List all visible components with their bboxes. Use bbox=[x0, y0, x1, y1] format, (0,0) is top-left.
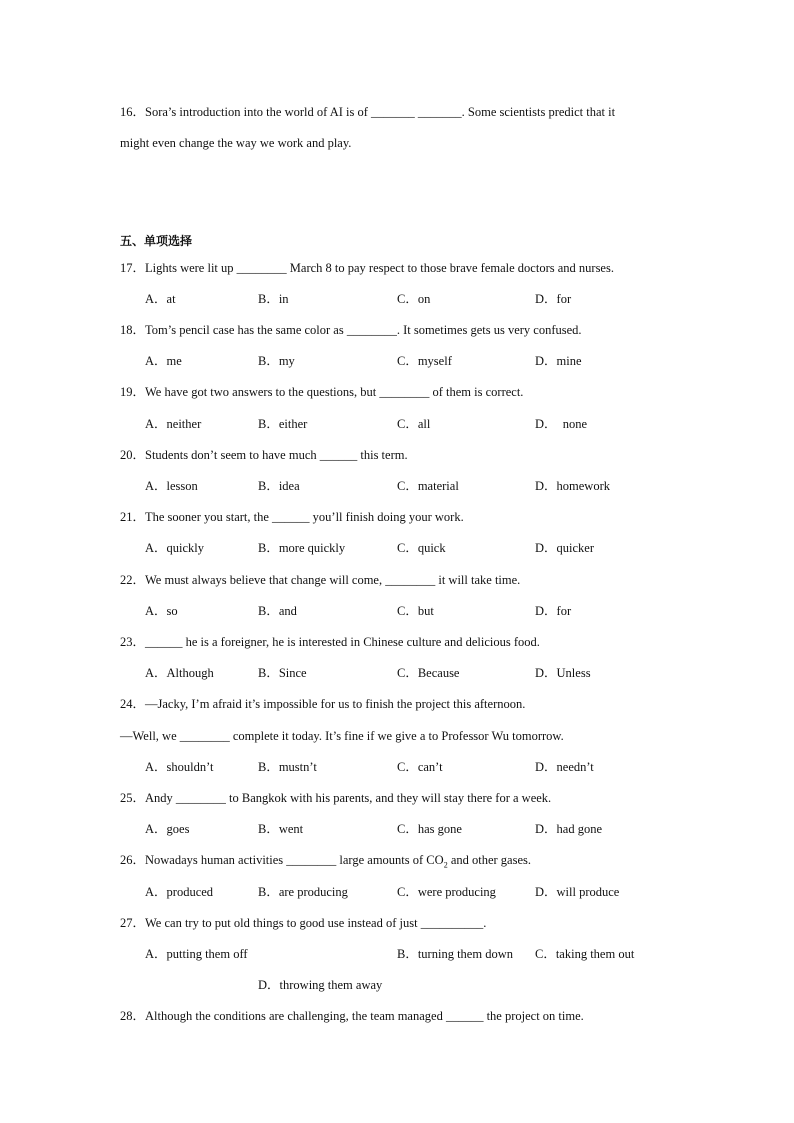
option-b[interactable]: B．and bbox=[258, 604, 297, 618]
option-b[interactable]: B．turning them down bbox=[397, 947, 513, 961]
option-b[interactable]: B．are producing bbox=[258, 885, 348, 899]
option-d[interactable]: D．mine bbox=[535, 354, 582, 368]
option-a[interactable]: A．me bbox=[145, 354, 182, 368]
question-19-stem: 19．We have got two answers to the questions, but ________ of them is correct. bbox=[120, 385, 524, 399]
question-27-stem: 27．We can try to put old things to good use instead of just __________. bbox=[120, 916, 487, 930]
question-23-stem: 23．______ he is a foreigner, he is interested in Chinese culture and delicious food. bbox=[120, 635, 540, 649]
option-c[interactable]: C．taking them out bbox=[535, 947, 635, 961]
option-d[interactable]: D．for bbox=[535, 292, 572, 306]
option-a[interactable]: A．quickly bbox=[145, 541, 205, 555]
option-a[interactable]: A．putting them off bbox=[145, 947, 248, 961]
question-17-stem: 17．Lights were lit up ________ March 8 to pay respect to those brave female doctors and nurses. bbox=[120, 261, 614, 275]
option-a[interactable]: A．Although bbox=[145, 666, 214, 680]
option-b[interactable]: B．mustn’t bbox=[258, 760, 317, 774]
option-d[interactable]: D．needn’t bbox=[535, 760, 594, 774]
option-d[interactable]: D．will produce bbox=[535, 885, 620, 899]
question-16-line-2: might even change the way we work and play. bbox=[120, 136, 352, 150]
option-d[interactable]: D．homework bbox=[535, 479, 610, 493]
question-22-stem: 22．We must always believe that change will come, ________ it will take time. bbox=[120, 573, 521, 587]
option-d[interactable]: D．Unless bbox=[535, 666, 591, 680]
question-20-stem: 20．Students don’t seem to have much ______ this term. bbox=[120, 448, 408, 462]
option-a[interactable]: A．goes bbox=[145, 822, 190, 836]
question-24-stem: 24．—Jacky, I’m afraid it’s impossible for us to finish the project this afternoon. bbox=[120, 697, 526, 711]
option-b[interactable]: B．idea bbox=[258, 479, 300, 493]
option-b[interactable]: B．went bbox=[258, 822, 304, 836]
option-a[interactable]: A．so bbox=[145, 604, 178, 618]
option-c[interactable]: C．all bbox=[397, 417, 431, 431]
question-21-stem: 21．The sooner you start, the ______ you’ll finish doing your work. bbox=[120, 510, 464, 524]
question-26-stem-end: and other gases. bbox=[447, 853, 531, 867]
option-c[interactable]: C．Because bbox=[397, 666, 460, 680]
option-c[interactable]: C．can’t bbox=[397, 760, 443, 774]
question-16-line-1: 16．Sora’s introduction into the world of AI is of _______ _______. Some scientists predict that it bbox=[120, 105, 616, 119]
co2-subscript: 2 bbox=[443, 860, 448, 870]
option-b[interactable]: B．Since bbox=[258, 666, 307, 680]
question-28-stem: 28．Although the conditions are challenging, the team managed ______ the project on time. bbox=[120, 1009, 584, 1023]
option-c[interactable]: C．quick bbox=[397, 541, 446, 555]
option-b[interactable]: B．my bbox=[258, 354, 295, 368]
question-26-stem-text: 26．Nowadays human activities ________ large amounts of CO bbox=[120, 853, 444, 867]
option-b[interactable]: B．either bbox=[258, 417, 308, 431]
option-b[interactable]: B．more quickly bbox=[258, 541, 346, 555]
option-c[interactable]: C．material bbox=[397, 479, 459, 493]
question-18-stem: 18．Tom’s pencil case has the same color as ________. It sometimes gets us very confused. bbox=[120, 323, 582, 337]
question-25-stem: 25．Andy ________ to Bangkok with his parents, and they will stay there for a week. bbox=[120, 791, 552, 805]
section-title: 五、单项选择 bbox=[120, 234, 193, 248]
option-a[interactable]: A．neither bbox=[145, 417, 202, 431]
option-c[interactable]: C．myself bbox=[397, 354, 452, 368]
option-c[interactable]: C．were producing bbox=[397, 885, 496, 899]
option-d[interactable]: D． none bbox=[535, 417, 588, 431]
question-26-stem bbox=[120, 852, 531, 868]
option-c[interactable]: C．has gone bbox=[397, 822, 462, 836]
option-a[interactable]: A．shouldn’t bbox=[145, 760, 214, 774]
option-d[interactable]: D．had gone bbox=[535, 822, 602, 836]
option-a[interactable]: A．lesson bbox=[145, 479, 198, 493]
option-d[interactable]: D．for bbox=[535, 604, 572, 618]
option-c[interactable]: C．on bbox=[397, 292, 431, 306]
option-c[interactable]: C．but bbox=[397, 604, 434, 618]
option-b[interactable]: B．in bbox=[258, 292, 289, 306]
option-d[interactable]: D．quicker bbox=[535, 541, 595, 555]
question-24-stem-reply: —Well, we ________ complete it today. It’s fine if we give a to Professor Wu tomorrow. bbox=[120, 729, 564, 743]
option-a[interactable]: A．produced bbox=[145, 885, 214, 899]
option-d[interactable]: D．throwing them away bbox=[258, 978, 383, 992]
option-a[interactable]: A．at bbox=[145, 292, 176, 306]
